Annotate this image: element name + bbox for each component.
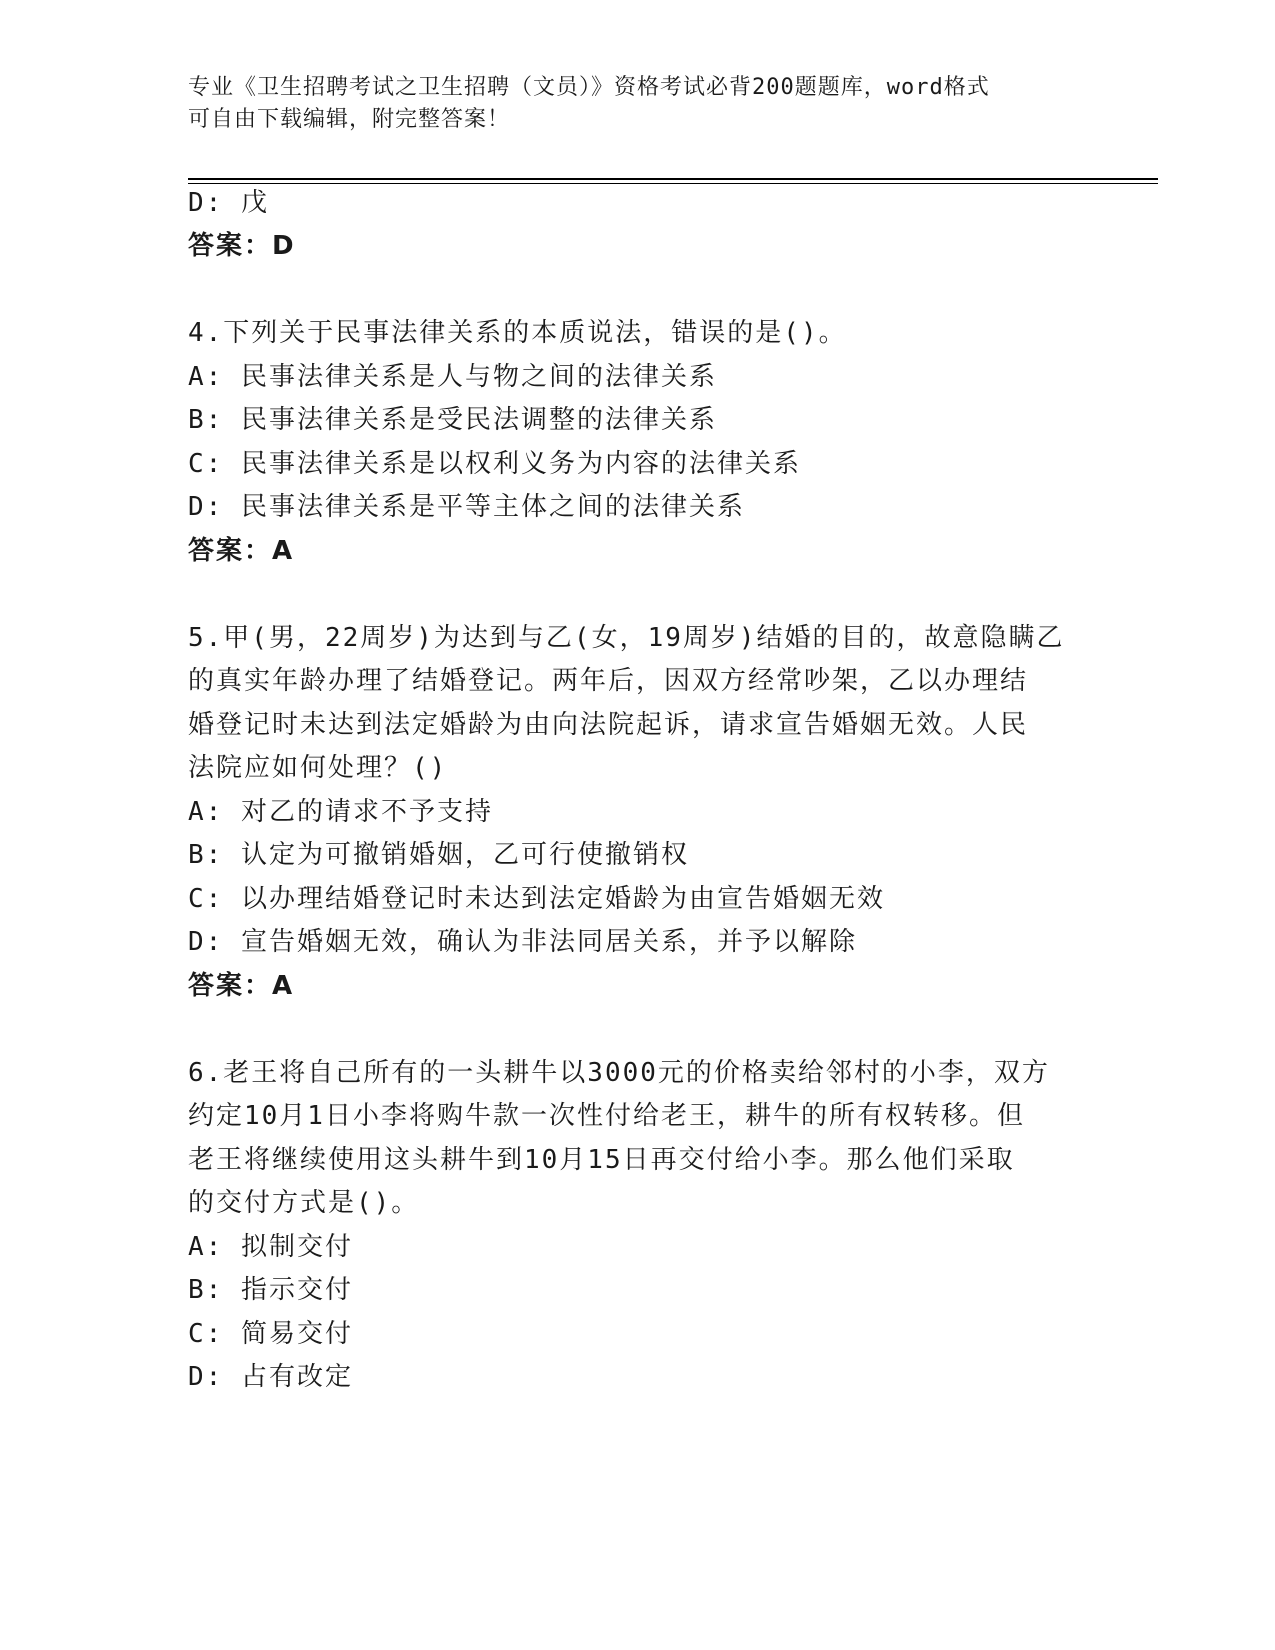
header-rule-thick xyxy=(188,178,1158,180)
q5-option-a: A: 对乙的请求不予支持 xyxy=(188,797,493,827)
q6-stem-line-1: 6.老王将自己所有的一头耕牛以3000元的价格卖给邻村的小李，双方 xyxy=(188,1058,1050,1088)
q6-option-a: A: 拟制交付 xyxy=(188,1232,353,1262)
q6-stem-line-4: 的交付方式是()。 xyxy=(188,1188,420,1218)
q3-answer: 答案：D xyxy=(188,231,296,261)
q4-option-d: D: 民事法律关系是平等主体之间的法律关系 xyxy=(188,492,745,522)
q3-option-d: D: 戊 xyxy=(188,188,269,218)
q6-option-c: C: 简易交付 xyxy=(188,1319,353,1349)
q6-stem-line-2: 约定10月1日小李将购牛款一次性付给老王，耕牛的所有权转移。但 xyxy=(188,1101,1025,1131)
header-rule-thin xyxy=(188,183,1158,184)
header-title-line-1: 专业《卫生招聘考试之卫生招聘（文员）》资格考试必背200题题库，word格式 xyxy=(188,75,990,100)
q4-option-c: C: 民事法律关系是以权利义务为内容的法律关系 xyxy=(188,449,801,479)
q4-stem: 4.下列关于民事法律关系的本质说法，错误的是()。 xyxy=(188,318,847,348)
q5-option-b: B: 认定为可撤销婚姻，乙可行使撤销权 xyxy=(188,840,689,870)
q5-stem-line-1: 5.甲(男，22周岁)为达到与乙(女，19周岁)结婚的目的，故意隐瞒乙 xyxy=(188,623,1065,653)
document-header xyxy=(188,72,1088,136)
q4-answer: 答案：A xyxy=(188,536,295,566)
q4-option-a: A: 民事法律关系是人与物之间的法律关系 xyxy=(188,362,717,392)
q5-answer: 答案：A xyxy=(188,971,295,1001)
q5-option-d: D: 宣告婚姻无效，确认为非法同居关系，并予以解除 xyxy=(188,927,857,957)
q5-stem-line-3: 婚登记时未达到法定婚龄为由向法院起诉，请求宣告婚姻无效。人民 xyxy=(188,710,1029,740)
q5-stem-line-2: 的真实年龄办理了结婚登记。两年后，因双方经常吵架，乙以办理结 xyxy=(188,666,1029,696)
q4-option-b: B: 民事法律关系是受民法调整的法律关系 xyxy=(188,405,717,435)
q5-stem-line-4: 法院应如何处理？() xyxy=(188,753,448,783)
q6-stem-line-3: 老王将继续使用这头耕牛到10月15日再交付给小李。那么他们采取 xyxy=(188,1145,1015,1175)
q5-option-c: C: 以办理结婚登记时未达到法定婚龄为由宣告婚姻无效 xyxy=(188,884,885,914)
header-title-line-2: 可自由下载编辑，附完整答案！ xyxy=(188,107,511,132)
q6-option-d: D: 占有改定 xyxy=(188,1362,353,1392)
q6-option-b: B: 指示交付 xyxy=(188,1275,353,1305)
